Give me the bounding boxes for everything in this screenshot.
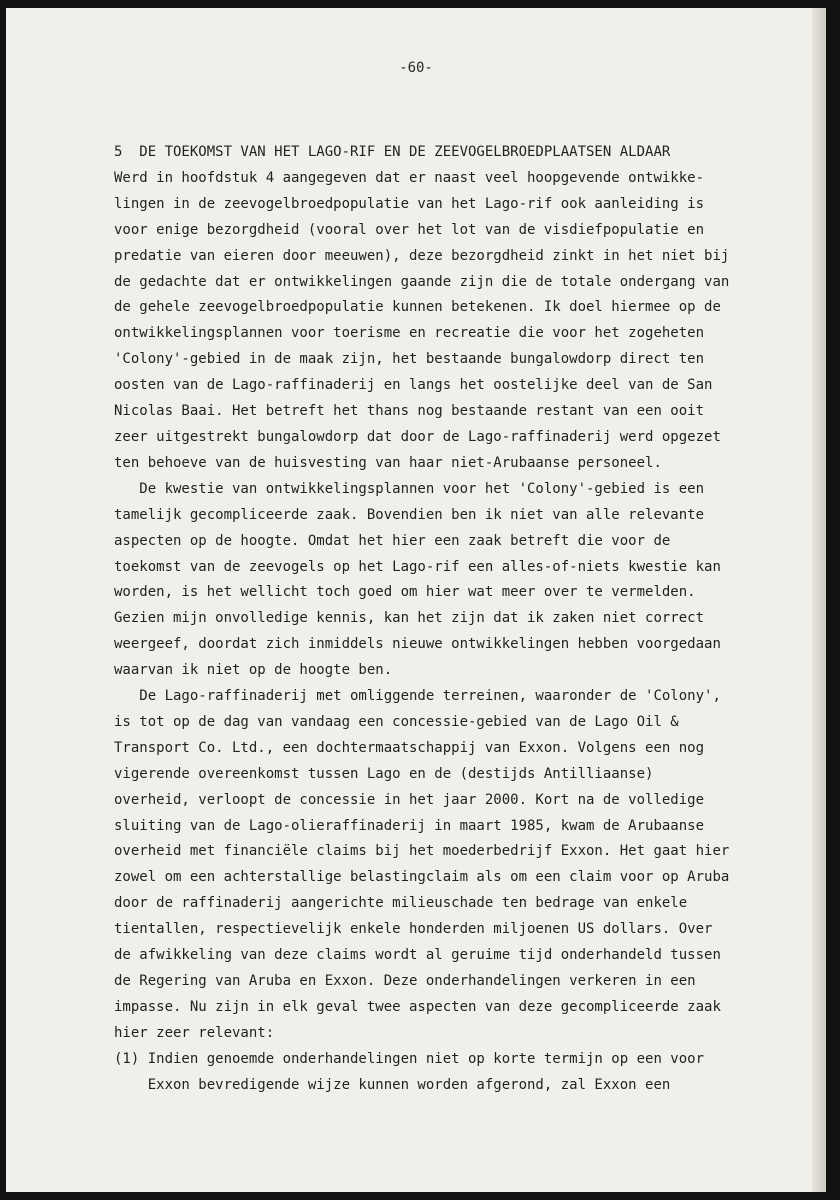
text-line: oosten van de Lago-raffinaderij en langs het oostelijke deel van de San [114, 377, 713, 394]
text-line: lingen in de zeevogelbroedpopulatie van het Lago-rif ook aanleiding is [114, 195, 705, 212]
text-line: is tot op de dag van vandaag een concessie-gebied van de Lago Oil & [114, 713, 679, 730]
text-line: weergeef, doordat zich inmiddels nieuwe ontwikkelingen hebben voorgedaan [114, 636, 721, 653]
text-line: worden, is het wellicht toch goed om hier wat meer over te vermelden. [114, 584, 696, 601]
text-line: vigerende overeenkomst tussen Lago en de (destijds Antilliaanse) [114, 765, 654, 782]
text-line: (1) Indien genoemde onderhandelingen niet op korte termijn op een voor [114, 1050, 705, 1067]
text-line: Werd in hoofdstuk 4 aangegeven dat er naast veel hoopgevende ontwikke- [114, 169, 705, 186]
text-line: Transport Co. Ltd., een dochtermaatschappij van Exxon. Volgens een nog [114, 739, 705, 756]
text-line: overheid met financiële claims bij het moederbedrijf Exxon. Het gaat hier [114, 843, 730, 860]
text-line: ten behoeve van de huisvesting van haar niet-Arubaanse personeel. [114, 454, 662, 471]
body-text [114, 140, 774, 1099]
page-number: -60- [399, 60, 433, 76]
text-line: de gedachte dat er ontwikkelingen gaande zijn die de totale ondergang van [114, 273, 730, 290]
text-line: Nicolas Baai. Het betreft het thans nog bestaande restant van een ooit [114, 403, 705, 420]
text-line: Gezien mijn onvolledige kennis, kan het zijn dat ik zaken niet correct [114, 610, 705, 627]
text-line: ontwikkelingsplannen voor toerisme en recreatie die voor het zogeheten [114, 325, 705, 342]
text-line: hier zeer relevant: [114, 1024, 275, 1041]
text-line: voor enige bezorgdheid (vooral over het lot van de visdiefpopulatie en [114, 221, 705, 238]
document-page [6, 8, 826, 1192]
text-line: predatie van eieren door meeuwen), deze bezorgdheid zinkt in het niet bij [114, 247, 730, 264]
text-line: overheid, verloopt de concessie in het jaar 2000. Kort na de volledige [114, 791, 705, 808]
text-line: de Regering van Aruba en Exxon. Deze onderhandelingen verkeren in een [114, 973, 696, 989]
text-line: tientallen, respectievelijk enkele honderden miljoenen US dollars. Over [114, 921, 713, 938]
text-line: 'Colony'-gebied in de maak zijn, het bestaande bungalowdorp direct ten [114, 351, 705, 368]
text-line: door de raffinaderij aangerichte milieuschade ten bedrage van enkele [114, 895, 688, 912]
text-line: zowel om een achterstallige belastingclaim als om een claim voor op Aruba [114, 869, 730, 886]
text-line: waarvan ik niet op de hoogte ben. [114, 662, 393, 679]
text-line: tamelijk gecompliceerde zaak. Bovendien ben ik niet van alle relevante [114, 506, 705, 523]
text-line: Exxon bevredigende wijze kunnen worden afgerond, zal Exxon een [114, 1076, 671, 1093]
chapter-heading: 5 DE TOEKOMST VAN HET LAGO-RIF EN DE ZEEVOGELBROEDPLAATSEN ALDAAR [114, 144, 671, 160]
text-line: De Lago-raffinaderij met omliggende terreinen, waaronder de 'Colony', [114, 688, 721, 705]
text-line: zeer uitgestrekt bungalowdorp dat door de Lago-raffinaderij werd opgezet [114, 428, 721, 445]
text-line: toekomst van de zeevogels op het Lago-rif een alles-of-niets kwestie kan [114, 558, 721, 575]
text-line: sluiting van de Lago-olieraffinaderij in maart 1985, kwam de Arubaanse [114, 817, 705, 834]
paragraph-lines [114, 166, 774, 1099]
text-line: de afwikkeling van deze claims wordt al geruime tijd onderhandeld tussen [114, 947, 721, 964]
page-edge [812, 8, 826, 1192]
text-line: impasse. Nu zijn in elk geval twee aspecten van deze gecompliceerde zaak [114, 998, 721, 1015]
text-line: aspecten op de hoogte. Omdat het hier een zaak betreft die voor de [114, 532, 671, 549]
text-line: de gehele zeevogelbroedpopulatie kunnen betekenen. Ik doel hiermee op de [114, 299, 721, 316]
text-line: De kwestie van ontwikkelingsplannen voor het 'Colony'-gebied is een [114, 480, 705, 497]
